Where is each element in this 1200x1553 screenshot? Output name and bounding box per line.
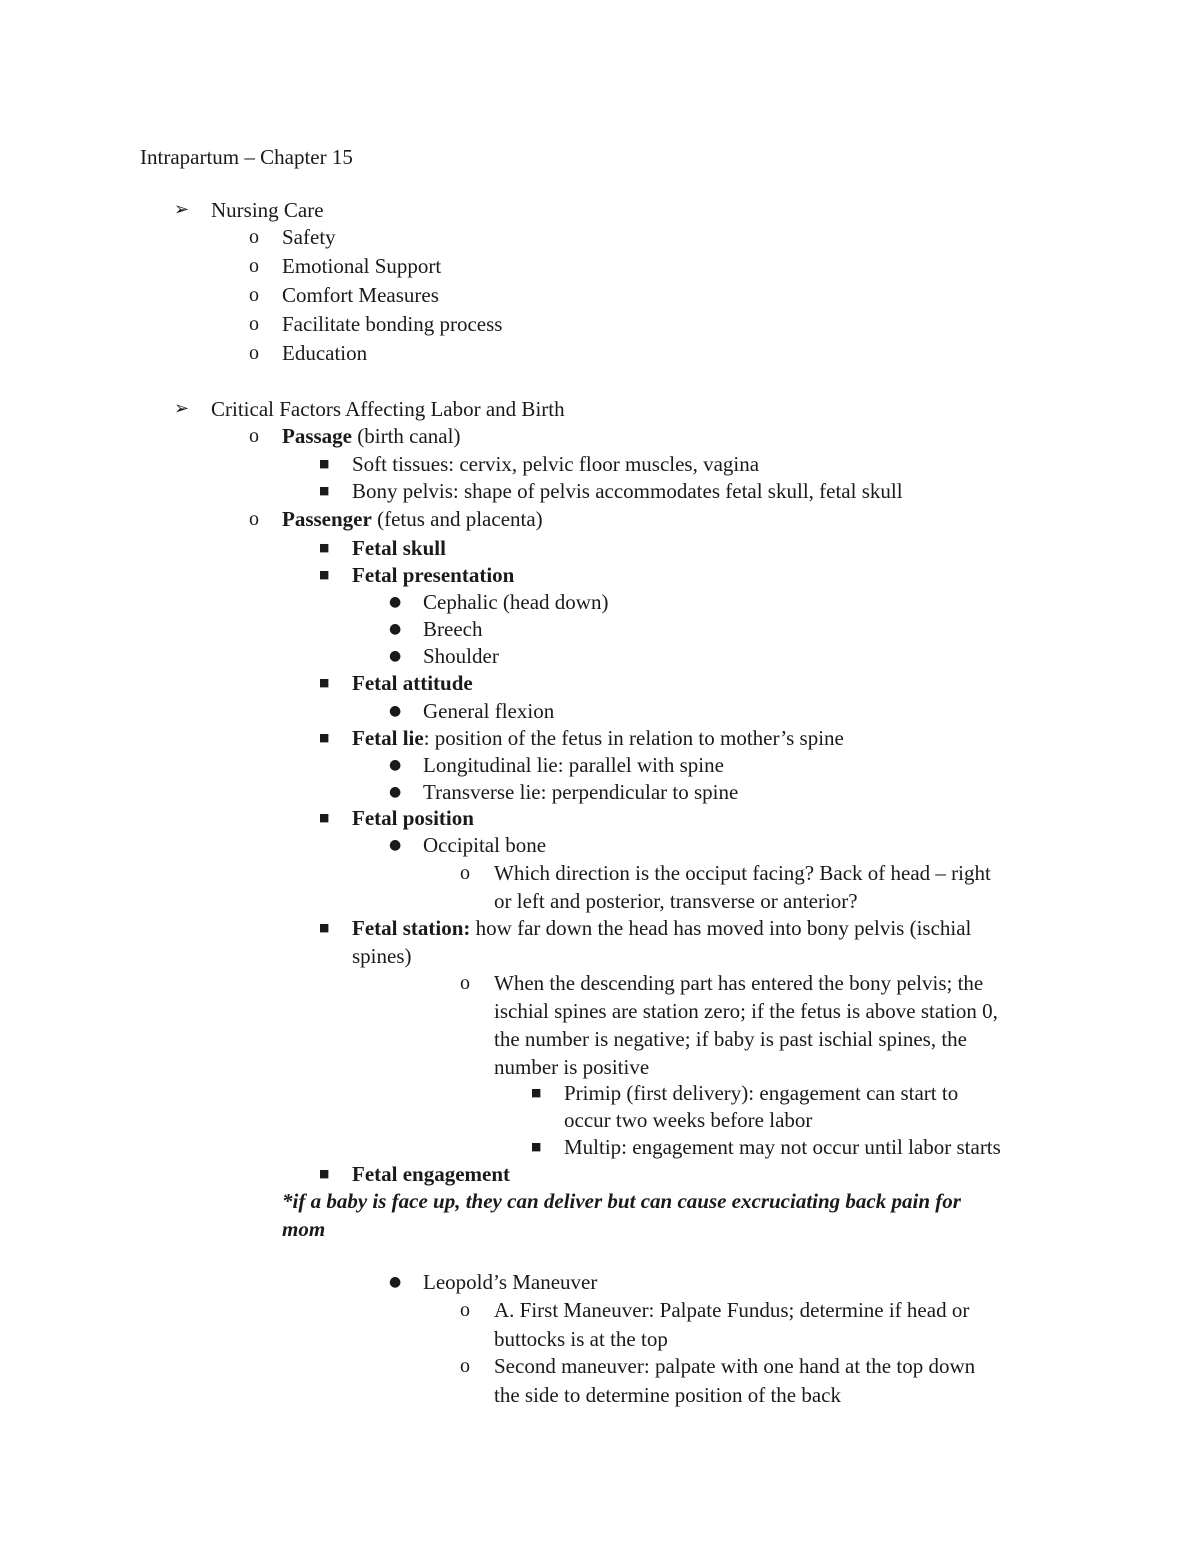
list-item: Emotional Support [282,254,442,278]
list-item: Facilitate bonding process [282,312,503,336]
dot-bullet-icon: ● [389,594,402,610]
circle-bullet-icon: o [249,226,259,248]
dot-bullet-icon: ● [389,757,402,773]
list-item: Transverse lie: perpendicular to spine [423,780,739,804]
arrow-bullet-icon: ➢ [174,398,190,419]
list-item: Cephalic (head down) [423,590,609,614]
list-item-continuation: occur two weeks before labor [564,1108,813,1132]
list-item: Which direction is the occiput facing? Back of head – right [494,861,991,885]
circle-bullet-icon: o [249,313,259,335]
square-bullet-icon: ■ [319,457,330,470]
square-bullet-icon: ■ [319,541,330,554]
passenger-item [282,507,543,531]
list-item: Shoulder [423,644,499,668]
circle-bullet-icon: o [249,255,259,277]
list-item: Safety [282,225,336,249]
fetal-skull: Fetal skull [352,536,446,560]
square-bullet-icon: ■ [319,484,330,497]
circle-bullet-icon: o [460,862,470,884]
nursing-care-heading: Nursing Care [211,198,324,222]
dot-bullet-icon: ● [389,648,402,664]
list-item-continuation: number is positive [494,1055,650,1079]
square-bullet-icon: ■ [319,676,330,689]
circle-bullet-icon: o [249,425,259,447]
face-up-note: *if a baby is face up, they can deliver but can cause excruciating back pain for [282,1189,961,1213]
dot-bullet-icon: ● [389,837,402,853]
dot-bullet-icon: ● [389,621,402,637]
face-up-note-continuation: mom [282,1217,326,1241]
fetal-attitude: Fetal attitude [352,671,473,695]
fetal-station-continuation: spines) [352,944,412,968]
list-item: Bony pelvis: shape of pelvis accommodates fetal skull, fetal skull [352,479,903,503]
list-item: A. First Maneuver: Palpate Fundus; determine if head or [494,1298,970,1322]
square-bullet-icon: ■ [319,731,330,744]
list-item: Education [282,341,368,365]
list-item-continuation: the side to determine position of the back [494,1383,841,1407]
list-item-continuation: buttocks is at the top [494,1327,668,1351]
passage-item [282,424,460,448]
list-item: When the descending part has entered the bony pelvis; the [494,971,984,995]
list-item: Comfort Measures [282,283,439,307]
list-item-continuation: or left and posterior, transverse or anterior? [494,889,858,913]
fetal-engagement: Fetal engagement [352,1162,511,1186]
circle-bullet-icon: o [249,508,259,530]
dot-bullet-icon: ● [389,784,402,800]
square-bullet-icon: ■ [319,1167,330,1180]
list-item: Primip (first delivery): engagement can start to [564,1081,959,1105]
critical-factors-heading: Critical Factors Affecting Labor and Birth [211,397,565,421]
circle-bullet-icon: o [460,1299,470,1321]
leopold-heading: Leopold’s Maneuver [423,1270,598,1294]
list-item-continuation: the number is negative; if baby is past ischial spines, the [494,1027,967,1051]
circle-bullet-icon: o [460,1355,470,1377]
list-item: General flexion [423,699,555,723]
list-item: Occipital bone [423,833,547,857]
list-item: Second maneuver: palpate with one hand at the top down [494,1354,976,1378]
passenger-term: Passenger [282,507,372,531]
circle-bullet-icon: o [249,342,259,364]
square-bullet-icon: ■ [319,568,330,581]
fetal-station-term: Fetal station: [352,916,471,940]
list-item: Multip: engagement may not occur until labor starts [564,1135,1001,1159]
fetal-lie-term: Fetal lie [352,726,424,750]
passenger-desc: (fetus and placenta) [371,507,543,531]
passage-desc: (birth canal) [352,424,461,448]
square-bullet-icon: ■ [531,1140,542,1153]
fetal-station-desc: how far down the head has moved into bony pelvis (ischial [470,916,972,940]
fetal-position: Fetal position [352,806,474,830]
list-item: Breech [423,617,483,641]
dot-bullet-icon: ● [389,1274,402,1290]
fetal-presentation: Fetal presentation [352,563,515,587]
square-bullet-icon: ■ [319,811,330,824]
fetal-station-item [352,916,971,940]
list-item-continuation: ischial spines are station zero; if the fetus is above station 0, [494,999,998,1023]
dot-bullet-icon: ● [389,703,402,719]
page-title: Intrapartum – Chapter 15 [140,145,353,169]
circle-bullet-icon: o [460,972,470,994]
list-item: Soft tissues: cervix, pelvic floor muscles, vagina [352,452,760,476]
square-bullet-icon: ■ [531,1086,542,1099]
circle-bullet-icon: o [249,284,259,306]
fetal-lie-item [352,726,844,750]
list-item: Longitudinal lie: parallel with spine [423,753,724,777]
passage-term: Passage [282,424,352,448]
arrow-bullet-icon: ➢ [174,199,190,220]
fetal-lie-desc: : position of the fetus in relation to mother’s spine [423,726,844,750]
square-bullet-icon: ■ [319,921,330,934]
